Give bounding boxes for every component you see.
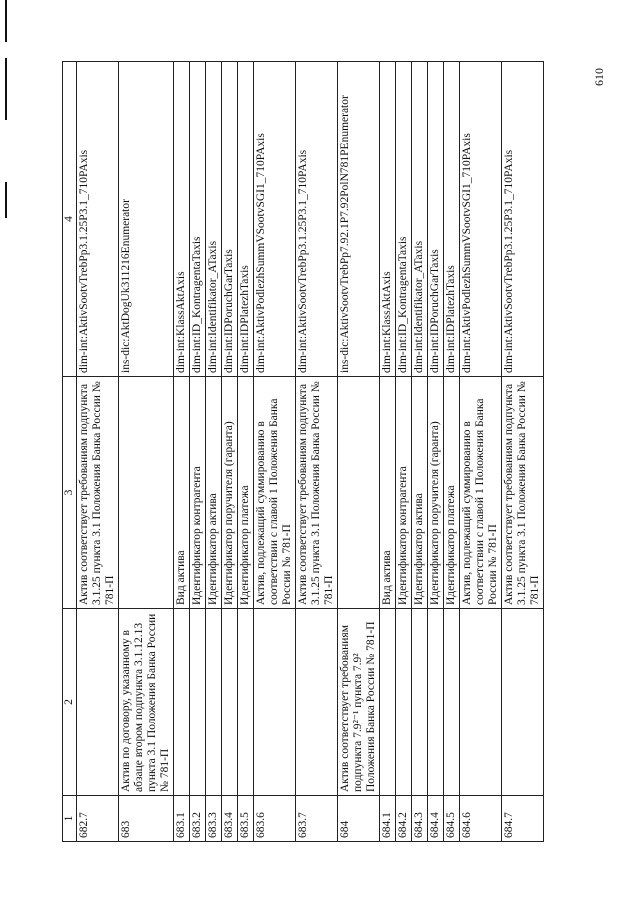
cell-col-4: dim-int:Identifikator_ATaxis (412, 62, 428, 377)
cell-col-1: 684.2 (396, 796, 412, 842)
page-number: 610 (592, 68, 606, 86)
table-row (380, 62, 396, 842)
cell-col-1: 684.7 (502, 796, 544, 842)
cell-col-3: Актив, подлежащий суммированию в соответствии с главой 1 Положения Банка России № 781-П (460, 377, 502, 609)
cell-col-2 (238, 609, 254, 796)
table-row (460, 62, 502, 842)
cell-col-2 (206, 609, 222, 796)
cell-col-2 (412, 609, 428, 796)
cell-col-4: dim-int:ID_KontragentaTaxis (190, 62, 206, 377)
cell-col-1: 684.6 (460, 796, 502, 842)
cell-col-4: dim-int:KlassAktAxis (174, 62, 190, 377)
table-row (206, 62, 222, 842)
cell-col-2 (502, 609, 544, 796)
cell-col-1: 683.7 (296, 796, 338, 842)
cell-col-3: Идентификатор контрагента (396, 377, 412, 609)
table-row (338, 62, 380, 842)
cell-col-2 (380, 609, 396, 796)
cell-col-3: Идентификатор контрагента (190, 377, 206, 609)
data-table (62, 61, 544, 842)
table-row (254, 62, 296, 842)
header-col-3: 3 (63, 377, 77, 609)
cell-col-3 (338, 377, 380, 609)
cell-col-1: 684.5 (444, 796, 460, 842)
cell-col-1: 683.4 (222, 796, 238, 842)
cell-col-3: Актив соответствует требованиям подпункта 3.1.25 пункта 3.1 Положения Банка России № 781-П (77, 377, 119, 609)
cell-col-4: dim-int:AktivSootvTrebPp3.1.25P3.1_710PAxis (502, 62, 544, 377)
cell-col-2 (460, 609, 502, 796)
margin-mark-top (5, 0, 7, 42)
cell-col-3: Идентификатор платежа (238, 377, 254, 609)
cell-col-2 (296, 609, 338, 796)
header-col-1: 1 (63, 796, 77, 842)
table-row (174, 62, 190, 842)
cell-col-1: 683 (119, 796, 174, 842)
table-row (222, 62, 238, 842)
header-col-2: 2 (63, 609, 77, 796)
cell-col-3 (119, 377, 174, 609)
cell-col-3: Актив соответствует требованиям подпункта 3.1.25 пункта 3.1 Положения Банка России № 781-П (296, 377, 338, 609)
cell-col-4: dim-int:IDPoruchGarTaxis (428, 62, 444, 377)
cell-col-2: Актив соответствует требованиям подпункта 7.9²⁻¹ пункта 7.9² Положения Банка России № 781-П (338, 609, 380, 796)
cell-col-2 (222, 609, 238, 796)
cell-col-2: Актив по договору, указанному в абзаце втором подпункта 3.1.12.13 пункта 3.1 Положения Банка России № 781-П (119, 609, 174, 796)
cell-col-3: Актив, подлежащий суммированию в соответствии с главой 1 Положения Банка России № 781-П (254, 377, 296, 609)
cell-col-3: Идентификатор поручителя (гаранта) (428, 377, 444, 609)
cell-col-1: 683.2 (190, 796, 206, 842)
table-body (77, 62, 544, 842)
cell-col-4: dim-int:AktivPodlezhSummVSootvSGI1_710PAxis (460, 62, 502, 377)
cell-col-3: Идентификатор актива (412, 377, 428, 609)
rotated-page (62, 62, 590, 842)
cell-col-3: Вид актива (380, 377, 396, 609)
cell-col-2 (254, 609, 296, 796)
cell-col-4: dim-int:IDPlatezhTaxis (444, 62, 460, 377)
cell-col-4: dim-int:KlassAktAxis (380, 62, 396, 377)
cell-col-2 (190, 609, 206, 796)
table-row (77, 62, 119, 842)
table-row (238, 62, 254, 842)
margin-mark-middle (5, 58, 7, 120)
cell-col-2 (444, 609, 460, 796)
table-row (412, 62, 428, 842)
cell-col-1: 684.3 (412, 796, 428, 842)
header-row (63, 62, 77, 842)
cell-col-4: dim-int:IDPoruchGarTaxis (222, 62, 238, 377)
table-row (502, 62, 544, 842)
cell-col-4: dim-int:ID_KontragentaTaxis (396, 62, 412, 377)
header-col-4: 4 (63, 62, 77, 377)
cell-col-1: 683.1 (174, 796, 190, 842)
table-row (190, 62, 206, 842)
cell-col-4: dim-int:IDPlatezhTaxis (238, 62, 254, 377)
cell-col-3: Актив соответствует требованиям подпункта 3.1.25 пункта 3.1 Положения Банка России № 781-П (502, 377, 544, 609)
table-row (444, 62, 460, 842)
cell-col-4: dim-int:AktivPodlezhSummVSootvSGI1_710PAxis (254, 62, 296, 377)
cell-col-3: Вид актива (174, 377, 190, 609)
cell-col-2 (428, 609, 444, 796)
table-row (296, 62, 338, 842)
cell-col-1: 683.3 (206, 796, 222, 842)
cell-col-4: dim-int:AktivSootvTrebPp3.1.25P3.1_710PAxis (77, 62, 119, 377)
cell-col-1: 682.7 (77, 796, 119, 842)
cell-col-1: 684 (338, 796, 380, 842)
cell-col-4: ins-dic:AktDogUk311216Enumerator (119, 62, 174, 377)
cell-col-4: dim-int:Identifikator_ATaxis (206, 62, 222, 377)
cell-col-3: Идентификатор платежа (444, 377, 460, 609)
cell-col-3: Идентификатор актива (206, 377, 222, 609)
cell-col-1: 683.5 (238, 796, 254, 842)
table-row (119, 62, 174, 842)
cell-col-4: dim-int:AktivSootvTrebPp3.1.25P3.1_710PAxis (296, 62, 338, 377)
table-row (396, 62, 412, 842)
cell-col-4: ins-dic:AktivSootvTrebPp7.92.1P7.92PolN781PEnumerator (338, 62, 380, 377)
cell-col-1: 683.6 (254, 796, 296, 842)
cell-col-2 (174, 609, 190, 796)
cell-col-2 (77, 609, 119, 796)
table-row (428, 62, 444, 842)
cell-col-1: 684.4 (428, 796, 444, 842)
margin-mark-bottom (5, 182, 7, 218)
cell-col-1: 684.1 (380, 796, 396, 842)
cell-col-3: Идентификатор поручителя (гаранта) (222, 377, 238, 609)
cell-col-2 (396, 609, 412, 796)
